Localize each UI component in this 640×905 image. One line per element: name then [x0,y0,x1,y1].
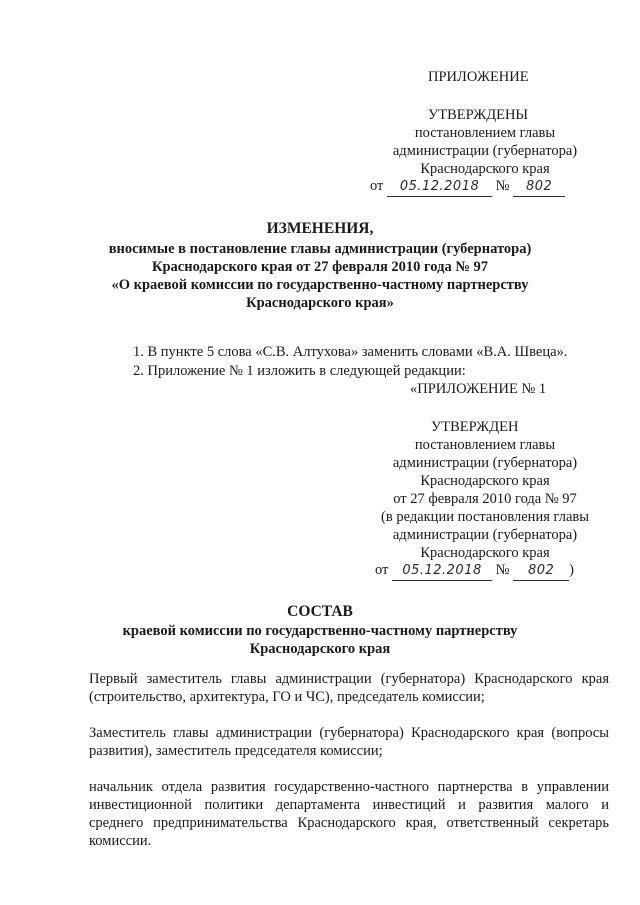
annex-line7: Краснодарского края [420,545,550,561]
member-2-line2: развития), заместитель председателя комиссии; [89,743,383,759]
annex-close-paren: ) [569,562,574,578]
handwritten-number: 802 [513,178,565,197]
composition-line2: Краснодарского края [249,641,391,657]
annex-date-line [375,561,574,581]
annex-number-label: № [495,562,510,578]
approval-date-line [370,177,565,197]
member-3-line1: начальник отдела развития государственно-частного партнерства в управлении [89,779,609,795]
title-line3: «О краевой комиссии по государственно-частному партнерству [111,277,529,293]
handwritten-date: 05.12.2018 [387,178,492,197]
composition-line1: краевой комиссии по государственно-частному партнерству [122,623,518,639]
annex-line4: от 27 февраля 2010 года № 97 [393,491,577,507]
item-2: 2. Приложение № 1 изложить в следующей редакции: [133,363,466,379]
title-line2: Краснодарского края от 27 февраля 2010 года № 97 [151,259,489,275]
annex-handwritten-number: 802 [513,562,569,581]
approved-by-line2: администрации (губернатора) [392,143,578,159]
approved-label: УТВЕРЖДЕНЫ [428,107,529,123]
annex-appendix-label: «ПРИЛОЖЕНИЕ № 1 [410,381,547,397]
annex-line6: администрации (губернатора) [392,527,578,543]
approved-by-line3: Краснодарского края [420,161,550,177]
member-2-line1: Заместитель главы администрации (губернатора) Краснодарского края (вопросы [89,725,609,741]
number-label: № [495,178,510,194]
annex-from-label: от [375,562,389,578]
annex-line2: администрации (губернатора) [392,455,578,471]
from-label: от [370,178,384,194]
member-3 [89,778,609,850]
annex-line3: Краснодарского края [420,473,550,489]
member-3-line3: среднего предпринимательства Краснодарского края, ответственный секретарь [89,815,609,831]
annex-line1: постановлением главы [414,437,556,453]
member-1-line2: (строительство, архитектура, ГО и ЧС), председатель комиссии; [89,689,485,705]
appendix-label: ПРИЛОЖЕНИЕ [428,69,529,85]
item-1: 1. В пункте 5 слова «С.В. Алтухова» заменить словами «В.А. Швеца». [133,344,568,360]
member-1-line1: Первый заместитель главы администрации (губернатора) Краснодарского края [89,671,609,687]
member-3-line4: комиссии. [89,833,152,849]
annex-handwritten-date: 05.12.2018 [392,562,492,581]
member-3-line2: инвестиционной политики департамента инвестиций и развития малого и [89,797,609,813]
annex-approved-label: УТВЕРЖДЕН [431,419,519,435]
approved-by-line1: постановлением главы [414,125,556,141]
title-line1: вносимые в постановление главы администрации (губернатора) [108,241,532,257]
member-2 [89,724,609,760]
annex-line5: (в редакции постановления главы [381,509,589,525]
composition-heading: СОСТАВ [287,603,353,620]
title-line4: Краснодарского края» [246,295,394,311]
member-1 [89,670,609,706]
changes-heading: ИЗМЕНЕНИЯ, [266,220,374,237]
